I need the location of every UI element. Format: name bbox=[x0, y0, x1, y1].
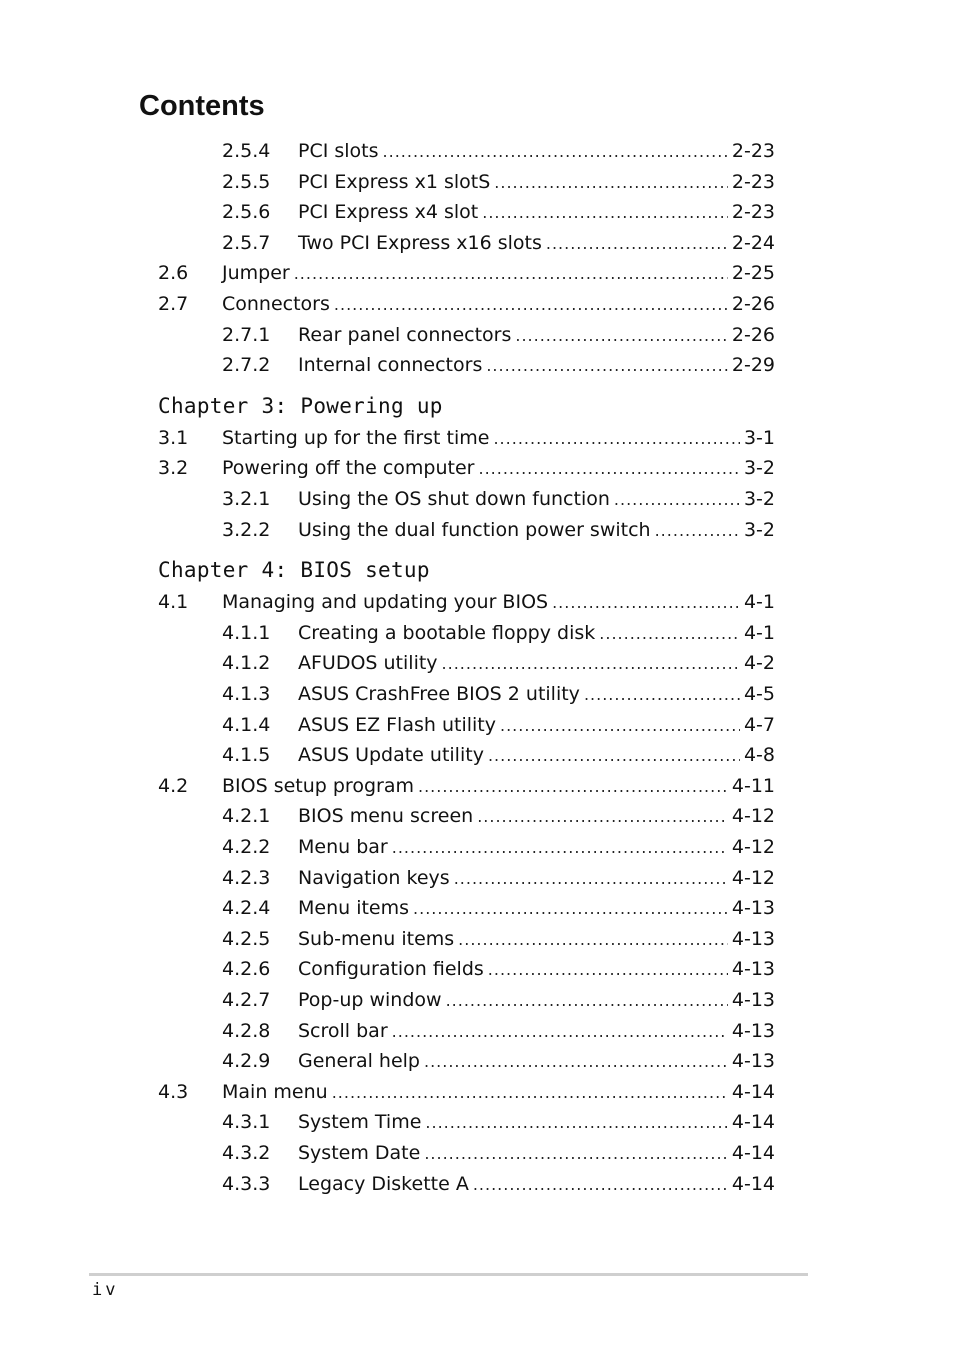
toc-section-title: ASUS CrashFree BIOS 2 utility bbox=[298, 679, 584, 709]
toc-section-title: Starting up for the first time bbox=[222, 423, 493, 453]
toc-section-title: Internal connectors bbox=[298, 350, 486, 380]
toc-entry[interactable] bbox=[0, 924, 954, 954]
toc-leader bbox=[298, 648, 775, 679]
toc-dot-leader bbox=[458, 925, 728, 955]
toc-leader bbox=[298, 197, 775, 228]
toc-dot-leader bbox=[424, 1047, 728, 1077]
toc-page-number: 2-24 bbox=[731, 231, 775, 254]
toc-entry[interactable] bbox=[0, 515, 954, 545]
toc-section-title: Menu bar bbox=[298, 832, 392, 862]
toc-section-number: 4.2.7 bbox=[222, 989, 271, 1011]
toc-page-number: 4-13 bbox=[731, 927, 775, 950]
toc-leader bbox=[298, 1107, 775, 1138]
toc-leader bbox=[298, 320, 775, 351]
footer-page-number: iv bbox=[92, 1280, 119, 1300]
toc-leader bbox=[222, 258, 775, 289]
toc-leader bbox=[298, 1046, 775, 1077]
toc-dot-leader bbox=[392, 833, 728, 863]
toc-section-number: 4.2 bbox=[158, 774, 189, 797]
toc-leader bbox=[298, 924, 775, 955]
toc-dot-leader bbox=[546, 229, 728, 259]
toc-leader bbox=[222, 423, 775, 454]
toc-section-title: Using the OS shut down function bbox=[298, 484, 614, 514]
toc-entry[interactable] bbox=[0, 740, 954, 770]
toc-page-number: 4-12 bbox=[731, 866, 775, 889]
chapter-3-heading: Chapter 3: Powering up bbox=[158, 393, 443, 418]
toc-section-number: 4.1.1 bbox=[222, 621, 271, 644]
chapter-4-heading: Chapter 4: BIOS setup bbox=[158, 558, 430, 583]
toc-section-title: Pop-up window bbox=[298, 985, 446, 1015]
toc-page-number: 4-14 bbox=[731, 1111, 775, 1134]
toc-page-number: 2-25 bbox=[731, 262, 775, 285]
toc-entry[interactable] bbox=[0, 423, 954, 453]
toc-leader bbox=[298, 985, 775, 1016]
toc-section-title: Using the dual function power switch bbox=[298, 515, 655, 545]
toc-entry[interactable] bbox=[0, 350, 954, 380]
toc-page-number: 2-29 bbox=[731, 354, 775, 377]
toc-dot-leader bbox=[486, 351, 728, 381]
toc-section-number: 4.1.5 bbox=[222, 744, 271, 767]
toc-section-number: 2.6 bbox=[158, 262, 189, 285]
toc-section-number: 3.2 bbox=[158, 457, 189, 480]
toc-dot-leader bbox=[488, 955, 728, 985]
toc-entry[interactable] bbox=[0, 167, 954, 197]
toc-dot-leader bbox=[424, 1139, 728, 1169]
toc-leader bbox=[298, 1138, 775, 1169]
toc-entry[interactable] bbox=[0, 648, 954, 678]
toc-section-number: 4.1.3 bbox=[222, 683, 271, 705]
toc-section-title: Jumper bbox=[222, 258, 294, 288]
toc-dot-leader bbox=[655, 516, 740, 546]
toc-page-number: 4-5 bbox=[743, 683, 775, 705]
toc-section-number: 3.2.1 bbox=[222, 488, 271, 510]
toc-section-number: 2.5.5 bbox=[222, 170, 271, 193]
toc-section-title: Sub-menu items bbox=[298, 924, 458, 954]
toc-section-number: 4.2.8 bbox=[222, 1019, 271, 1042]
toc-page-number: 4-13 bbox=[731, 897, 775, 920]
toc-entry[interactable] bbox=[0, 710, 954, 740]
toc-page-number: 2-26 bbox=[731, 293, 775, 315]
toc-entry[interactable] bbox=[0, 228, 954, 258]
toc-dot-leader bbox=[454, 864, 728, 894]
toc-page-number: 4-13 bbox=[731, 1050, 775, 1073]
toc-leader bbox=[298, 801, 775, 832]
toc-page-number: 3-2 bbox=[743, 457, 775, 480]
toc-leader bbox=[298, 1169, 775, 1200]
toc-section-title: General help bbox=[298, 1046, 424, 1076]
toc-leader bbox=[298, 515, 775, 546]
toc-dot-leader bbox=[584, 680, 740, 710]
toc-section-title: Rear panel connectors bbox=[298, 320, 515, 350]
toc-dot-leader bbox=[294, 259, 728, 289]
toc-dot-leader bbox=[332, 1078, 728, 1108]
toc-page-number: 4-13 bbox=[731, 958, 775, 981]
toc-entry[interactable] bbox=[0, 1169, 954, 1199]
toc-leader bbox=[298, 484, 775, 515]
toc-section-title: Configuration fields bbox=[298, 954, 488, 984]
toc-dot-leader bbox=[482, 198, 728, 228]
toc-entry[interactable] bbox=[0, 289, 954, 319]
toc-section-number: 4.1.4 bbox=[222, 713, 271, 736]
toc-leader bbox=[298, 893, 775, 924]
toc-section-title: PCI Express x4 slot bbox=[298, 197, 482, 227]
toc-section-title: Connectors bbox=[222, 289, 334, 319]
toc-dot-leader bbox=[425, 1108, 727, 1138]
toc-entry[interactable] bbox=[0, 197, 954, 227]
toc-dot-leader bbox=[473, 1170, 728, 1200]
toc-entry[interactable] bbox=[0, 954, 954, 984]
toc-entry[interactable] bbox=[0, 453, 954, 483]
toc-section-number: 4.2.6 bbox=[222, 958, 271, 981]
toc-page-number: 2-23 bbox=[731, 201, 775, 224]
toc-page-number: 4-11 bbox=[731, 774, 775, 797]
toc-section-number: 4.2.3 bbox=[222, 866, 271, 889]
toc-section-title: System Date bbox=[298, 1138, 424, 1168]
toc-leader bbox=[222, 453, 775, 484]
toc-leader bbox=[298, 618, 775, 649]
toc-page-number: 4-14 bbox=[731, 1080, 775, 1103]
toc-entry[interactable] bbox=[0, 320, 954, 350]
toc-dot-leader bbox=[515, 321, 728, 351]
page-title: Contents bbox=[139, 90, 265, 122]
toc-section-title: BIOS menu screen bbox=[298, 801, 477, 831]
toc-section-number: 2.7.2 bbox=[222, 354, 271, 377]
toc-dot-leader bbox=[599, 619, 740, 649]
toc-section-number: 2.5.7 bbox=[222, 231, 271, 254]
toc-leader bbox=[222, 1077, 775, 1108]
toc-section-title: ASUS Update utility bbox=[298, 740, 488, 770]
toc-dot-leader bbox=[614, 485, 740, 515]
toc-section-number: 2.7.1 bbox=[222, 323, 271, 346]
toc-page-number: 2-23 bbox=[731, 140, 775, 162]
toc-section-title: Main menu bbox=[222, 1077, 332, 1107]
toc-leader bbox=[298, 954, 775, 985]
toc-section-number: 4.2.5 bbox=[222, 927, 271, 950]
toc-dot-leader bbox=[477, 802, 728, 832]
toc-section-title: AFUDOS utility bbox=[298, 648, 442, 678]
toc-dot-leader bbox=[446, 986, 728, 1016]
toc-dot-leader bbox=[392, 1017, 728, 1047]
toc-entry[interactable] bbox=[0, 618, 954, 648]
toc-dot-leader bbox=[413, 894, 728, 924]
toc-section-number: 2.5.6 bbox=[222, 201, 271, 224]
toc-leader bbox=[222, 587, 775, 618]
toc-entry[interactable] bbox=[0, 771, 954, 801]
toc-section-number: 2.5.4 bbox=[222, 140, 271, 162]
toc-dot-leader bbox=[488, 741, 740, 771]
toc-section-number: 3.1 bbox=[158, 426, 189, 449]
toc-section-number: 4.3.2 bbox=[222, 1142, 271, 1164]
toc-section-number: 4.2.1 bbox=[222, 805, 271, 828]
toc-leader bbox=[222, 771, 775, 802]
toc-entry[interactable] bbox=[0, 1138, 954, 1168]
toc-leader bbox=[298, 167, 775, 198]
toc-entry[interactable] bbox=[0, 893, 954, 923]
toc-section-title: System Time bbox=[298, 1107, 425, 1137]
toc-entry[interactable] bbox=[0, 679, 954, 709]
toc-leader bbox=[298, 136, 775, 167]
footer-rule bbox=[89, 1273, 808, 1276]
toc-entry[interactable] bbox=[0, 1046, 954, 1076]
toc-dot-leader bbox=[442, 649, 740, 679]
toc-section-number: 4.1 bbox=[158, 591, 189, 614]
toc-page-number: 4-12 bbox=[731, 836, 775, 858]
toc-section-title: Legacy Diskette A bbox=[298, 1169, 473, 1199]
toc-page-number: 4-12 bbox=[731, 805, 775, 828]
toc-entry[interactable] bbox=[0, 587, 954, 617]
toc-leader bbox=[298, 679, 775, 710]
toc-section-number: 4.2.2 bbox=[222, 836, 271, 858]
toc-entry[interactable] bbox=[0, 832, 954, 862]
toc-section-title: Scroll bar bbox=[298, 1016, 392, 1046]
toc-dot-leader bbox=[493, 424, 739, 454]
toc-leader bbox=[298, 863, 775, 894]
toc-leader bbox=[298, 710, 775, 741]
toc-leader bbox=[298, 350, 775, 381]
toc-section-title: PCI slots bbox=[298, 136, 383, 166]
toc-page-number: 2-23 bbox=[731, 170, 775, 193]
toc-leader bbox=[222, 289, 775, 320]
toc-page-number: 3-2 bbox=[743, 488, 775, 510]
toc-entry[interactable] bbox=[0, 1107, 954, 1137]
toc-leader bbox=[298, 228, 775, 259]
toc-section-number: 4.2.9 bbox=[222, 1050, 271, 1073]
toc-dot-leader bbox=[500, 711, 740, 741]
toc-section-title: Creating a bootable floppy disk bbox=[298, 618, 599, 648]
toc-page-number: 4-8 bbox=[743, 744, 775, 767]
toc-leader bbox=[298, 832, 775, 863]
toc-page-number: 4-14 bbox=[731, 1172, 775, 1195]
toc-page-number: 4-13 bbox=[731, 989, 775, 1011]
toc-entry[interactable] bbox=[0, 1077, 954, 1107]
toc-page-number: 2-26 bbox=[731, 323, 775, 346]
toc-section-title: Powering off the computer bbox=[222, 453, 478, 483]
toc-page-number: 4-1 bbox=[743, 621, 775, 644]
toc-section-title: PCI Express x1 slotS bbox=[298, 167, 494, 197]
toc-page-number: 4-1 bbox=[743, 591, 775, 614]
toc-dot-leader bbox=[383, 137, 728, 167]
toc-page-number: 4-7 bbox=[743, 713, 775, 736]
toc-section-title: ASUS EZ Flash utility bbox=[298, 710, 500, 740]
toc-entry[interactable] bbox=[0, 258, 954, 288]
toc-page-number: 4-14 bbox=[731, 1142, 775, 1164]
toc-entry[interactable] bbox=[0, 801, 954, 831]
toc-section-number: 4.3 bbox=[158, 1080, 189, 1103]
toc-dot-leader bbox=[334, 290, 728, 320]
toc-entry[interactable] bbox=[0, 136, 954, 166]
toc-entry[interactable] bbox=[0, 484, 954, 514]
toc-page-number: 3-2 bbox=[743, 518, 775, 541]
toc-leader bbox=[298, 740, 775, 771]
toc-section-number: 4.1.2 bbox=[222, 652, 271, 675]
toc-section-title: BIOS setup program bbox=[222, 771, 418, 801]
toc-section-number: 4.3.3 bbox=[222, 1172, 271, 1195]
toc-section-number: 2.7 bbox=[158, 293, 189, 315]
toc-page-number: 4-13 bbox=[731, 1019, 775, 1042]
toc-entry[interactable] bbox=[0, 985, 954, 1015]
toc-entry[interactable] bbox=[0, 863, 954, 893]
toc-section-number: 4.3.1 bbox=[222, 1111, 271, 1134]
toc-section-number: 4.2.4 bbox=[222, 897, 271, 920]
toc-dot-leader bbox=[418, 772, 728, 802]
toc-section-title: Navigation keys bbox=[298, 863, 454, 893]
toc-entry[interactable] bbox=[0, 1016, 954, 1046]
toc-section-title: Menu items bbox=[298, 893, 413, 923]
toc-page-number: 4-2 bbox=[743, 652, 775, 675]
toc-dot-leader bbox=[552, 588, 740, 618]
toc-dot-leader bbox=[478, 454, 739, 484]
toc-section-number: 3.2.2 bbox=[222, 518, 271, 541]
toc-section-title: Two PCI Express x16 slots bbox=[298, 228, 546, 258]
toc-page-number: 3-1 bbox=[743, 426, 775, 449]
toc-dot-leader bbox=[494, 168, 728, 198]
toc-leader bbox=[298, 1016, 775, 1047]
toc-section-title: Managing and updating your BIOS bbox=[222, 587, 552, 617]
